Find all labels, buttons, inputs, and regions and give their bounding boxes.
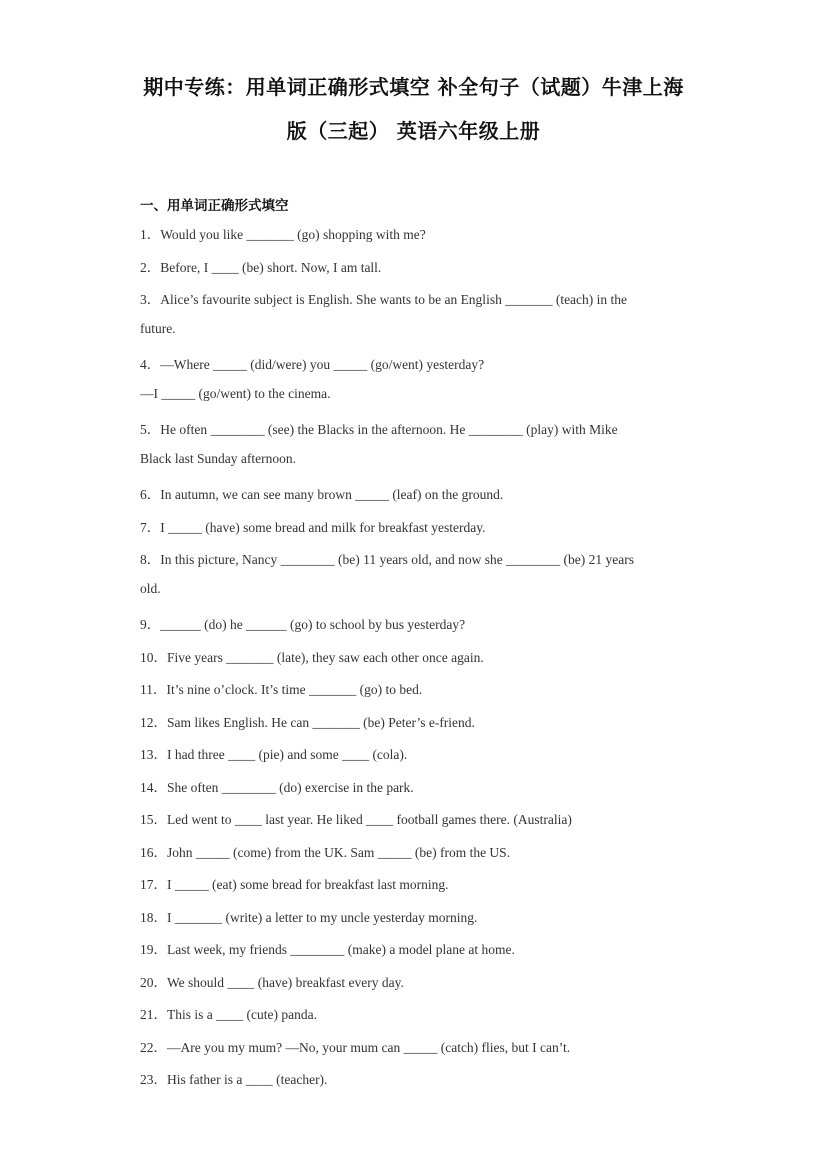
document-title-line-2: 版（三起） 英语六年级上册 bbox=[286, 119, 541, 143]
exercise-line: —I _____ (go/went) to the cinema. bbox=[140, 386, 331, 401]
exercise-line: 3．Alice’s favourite subject is English. She wants to be an English _______ (teach) in the bbox=[140, 292, 628, 307]
exercise-line: 10．Five years _______ (late), they saw each other once again. bbox=[140, 650, 484, 665]
exercise-line: old. bbox=[140, 581, 161, 596]
exercise-line: 12．Sam likes English. He can _______ (be) Peter’s e-friend. bbox=[140, 715, 475, 730]
exercise-line: 20．We should ____ (have) breakfast every day. bbox=[140, 975, 404, 990]
document-title-line-1: 期中专练：用单词正确形式填空 补全句子（试题）牛津上海 bbox=[143, 75, 684, 99]
exercise-line: future. bbox=[140, 321, 176, 336]
section-heading: 一、用单词正确形式填空 bbox=[140, 198, 289, 214]
exercise-line: 16．John _____ (come) from the UK. Sam _____ (be) from the US. bbox=[140, 845, 511, 860]
exercise-line: 7．I _____ (have) some bread and milk for breakfast yesterday. bbox=[140, 520, 486, 535]
exercise-line: 17．I _____ (eat) some bread for breakfast last morning. bbox=[140, 877, 449, 892]
exercise-line: 1．Would you like _______ (go) shopping with me? bbox=[140, 227, 426, 242]
exercise-line: 9．______ (do) he ______ (go) to school by bus yesterday? bbox=[140, 617, 466, 632]
exercise-line: 19．Last week, my friends ________ (make) a model plane at home. bbox=[140, 942, 515, 957]
exercise-line: 22．—Are you my mum? —No, your mum can _____ (catch) flies, but I can’t. bbox=[140, 1040, 571, 1055]
exercise-line: 4．—Where _____ (did/were) you _____ (go/went) yesterday? bbox=[140, 357, 485, 372]
exercise-line: 14．She often ________ (do) exercise in the park. bbox=[140, 780, 414, 795]
exercise-line: Black last Sunday afternoon. bbox=[140, 451, 296, 466]
exercise-line: 2．Before, I ____ (be) short. Now, I am tall. bbox=[140, 260, 382, 275]
exercise-line: 11．It’s nine o’clock. It’s time _______ (go) to bed. bbox=[140, 682, 423, 697]
exercise-line: 23．His father is a ____ (teacher). bbox=[140, 1072, 328, 1087]
exercise-line: 15．Led went to ____ last year. He liked ____ football games there. (Australia) bbox=[140, 812, 572, 827]
exercise-line: 6．In autumn, we can see many brown _____ (leaf) on the ground. bbox=[140, 487, 504, 502]
exercise-line: 8．In this picture, Nancy ________ (be) 11 years old, and now she ________ (be) 21 years bbox=[140, 552, 635, 567]
exercise-line: 13．I had three ____ (pie) and some ____ (cola). bbox=[140, 747, 408, 762]
exercise-line: 21．This is a ____ (cute) panda. bbox=[140, 1007, 317, 1022]
exercise-line: 5．He often ________ (see) the Blacks in the afternoon. He ________ (play) with Mike bbox=[140, 422, 618, 437]
exercise-line: 18．I _______ (write) a letter to my uncle yesterday morning. bbox=[140, 910, 478, 925]
